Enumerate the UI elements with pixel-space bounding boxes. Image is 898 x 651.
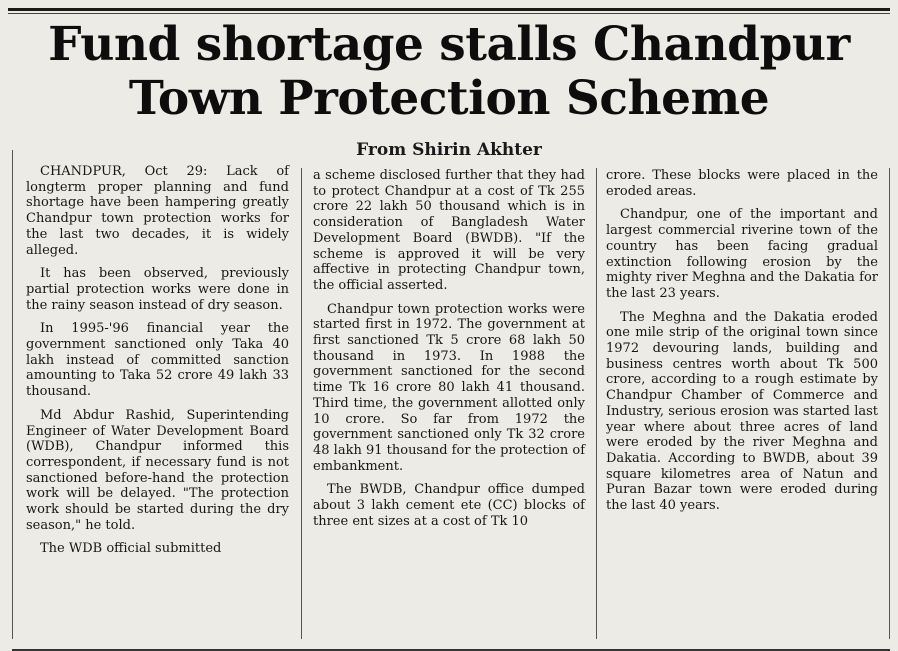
article-column-3 (606, 168, 878, 522)
paragraph: Chandpur town protection works were started first in 1972. The government at first sanctioned Tk 5 crore 68 lakh 50 thousand in 1973. In 1988 the government sanctioned for the second time Tk 16 crore 80 lakh 41 thousand. Third time, the government allotted only 10 crore. So far from 1972 the government sanctioned only Tk 32 crore 48 lakh 91 thousand for the protection of embankment. (313, 301, 586, 474)
paragraph: Md Abdur Rashid, Superintending Engineer of Water Development Board (WDB), Chandpur informed this correspondent, if necessary fund is not sanctioned before-hand the protection work will be delayed. "The protection work should be started during the dry season," he told. (26, 407, 289, 533)
column-rule-2 (596, 168, 597, 639)
article-column-2 (313, 168, 585, 537)
paragraph: a scheme disclosed further that they had to protect Chandpur at a cost of Tk 255 crore 22 lakh 50 thousand which is in consideration of Bangladesh Water Development Board (BWDB). "If the scheme is approved it will be very affective in protecting Chandpur town, the official asserted. (313, 168, 585, 293)
byline: From Shirin Akhter (356, 140, 542, 160)
headline-line-1: Fund shortage stalls Chandpur (48, 17, 850, 72)
paragraph: The BWDB, Chandpur office dumped about 3 lakh cement ete (CC) blocks of three ent sizes at a cost of Tk 10 (313, 482, 585, 529)
paragraph: crore. These blocks were placed in the eroded areas. (606, 168, 878, 199)
headline (0, 18, 898, 126)
paragraph: The WDB official submitted (40, 541, 222, 557)
column-rule-1 (301, 168, 302, 639)
column-rule-left (12, 150, 13, 639)
paragraph: The Meghna and the Dakatia eroded one mile strip of the original town since 1972 devouring lands, building and business centres worth about Tk 500 crore, according to a rough estimate by Chandpur Chamber of Commerce and Industry, serious erosion was started last year where about three acres of land were eroded by the river Meghna and Dakatia. According to BWDB, about 39 square kilometres area of Natun and Puran Bazar town were eroded during the last 40 years. (606, 309, 878, 514)
paragraph: In 1995-'96 financial year the government sanctioned only Taka 40 lakh instead of committed sanction amounting to Taka 52 crore 49 lakh 33 thousand. (26, 321, 289, 400)
top-rule-thin (8, 13, 890, 14)
paragraph: It has been observed, previously partial protection works were done in the rainy season instead of dry season. (26, 266, 289, 313)
column-rule-right (889, 168, 890, 639)
top-rule (8, 8, 890, 11)
article-column-1 (26, 164, 289, 565)
paragraph: CHANDPUR, Oct 29: Lack of longterm proper planning and fund shortage have been hampering greatly Chandpur town protection works for the last two decades, it is widely alleged. (26, 164, 289, 258)
headline-line-2: Town Protection Scheme (128, 71, 770, 126)
paragraph: Chandpur, one of the important and largest commercial riverine town of the country has been facing gradual extinction following erosion by the mighty river Meghna and the Dakatia for the last 23 years. (606, 207, 878, 301)
